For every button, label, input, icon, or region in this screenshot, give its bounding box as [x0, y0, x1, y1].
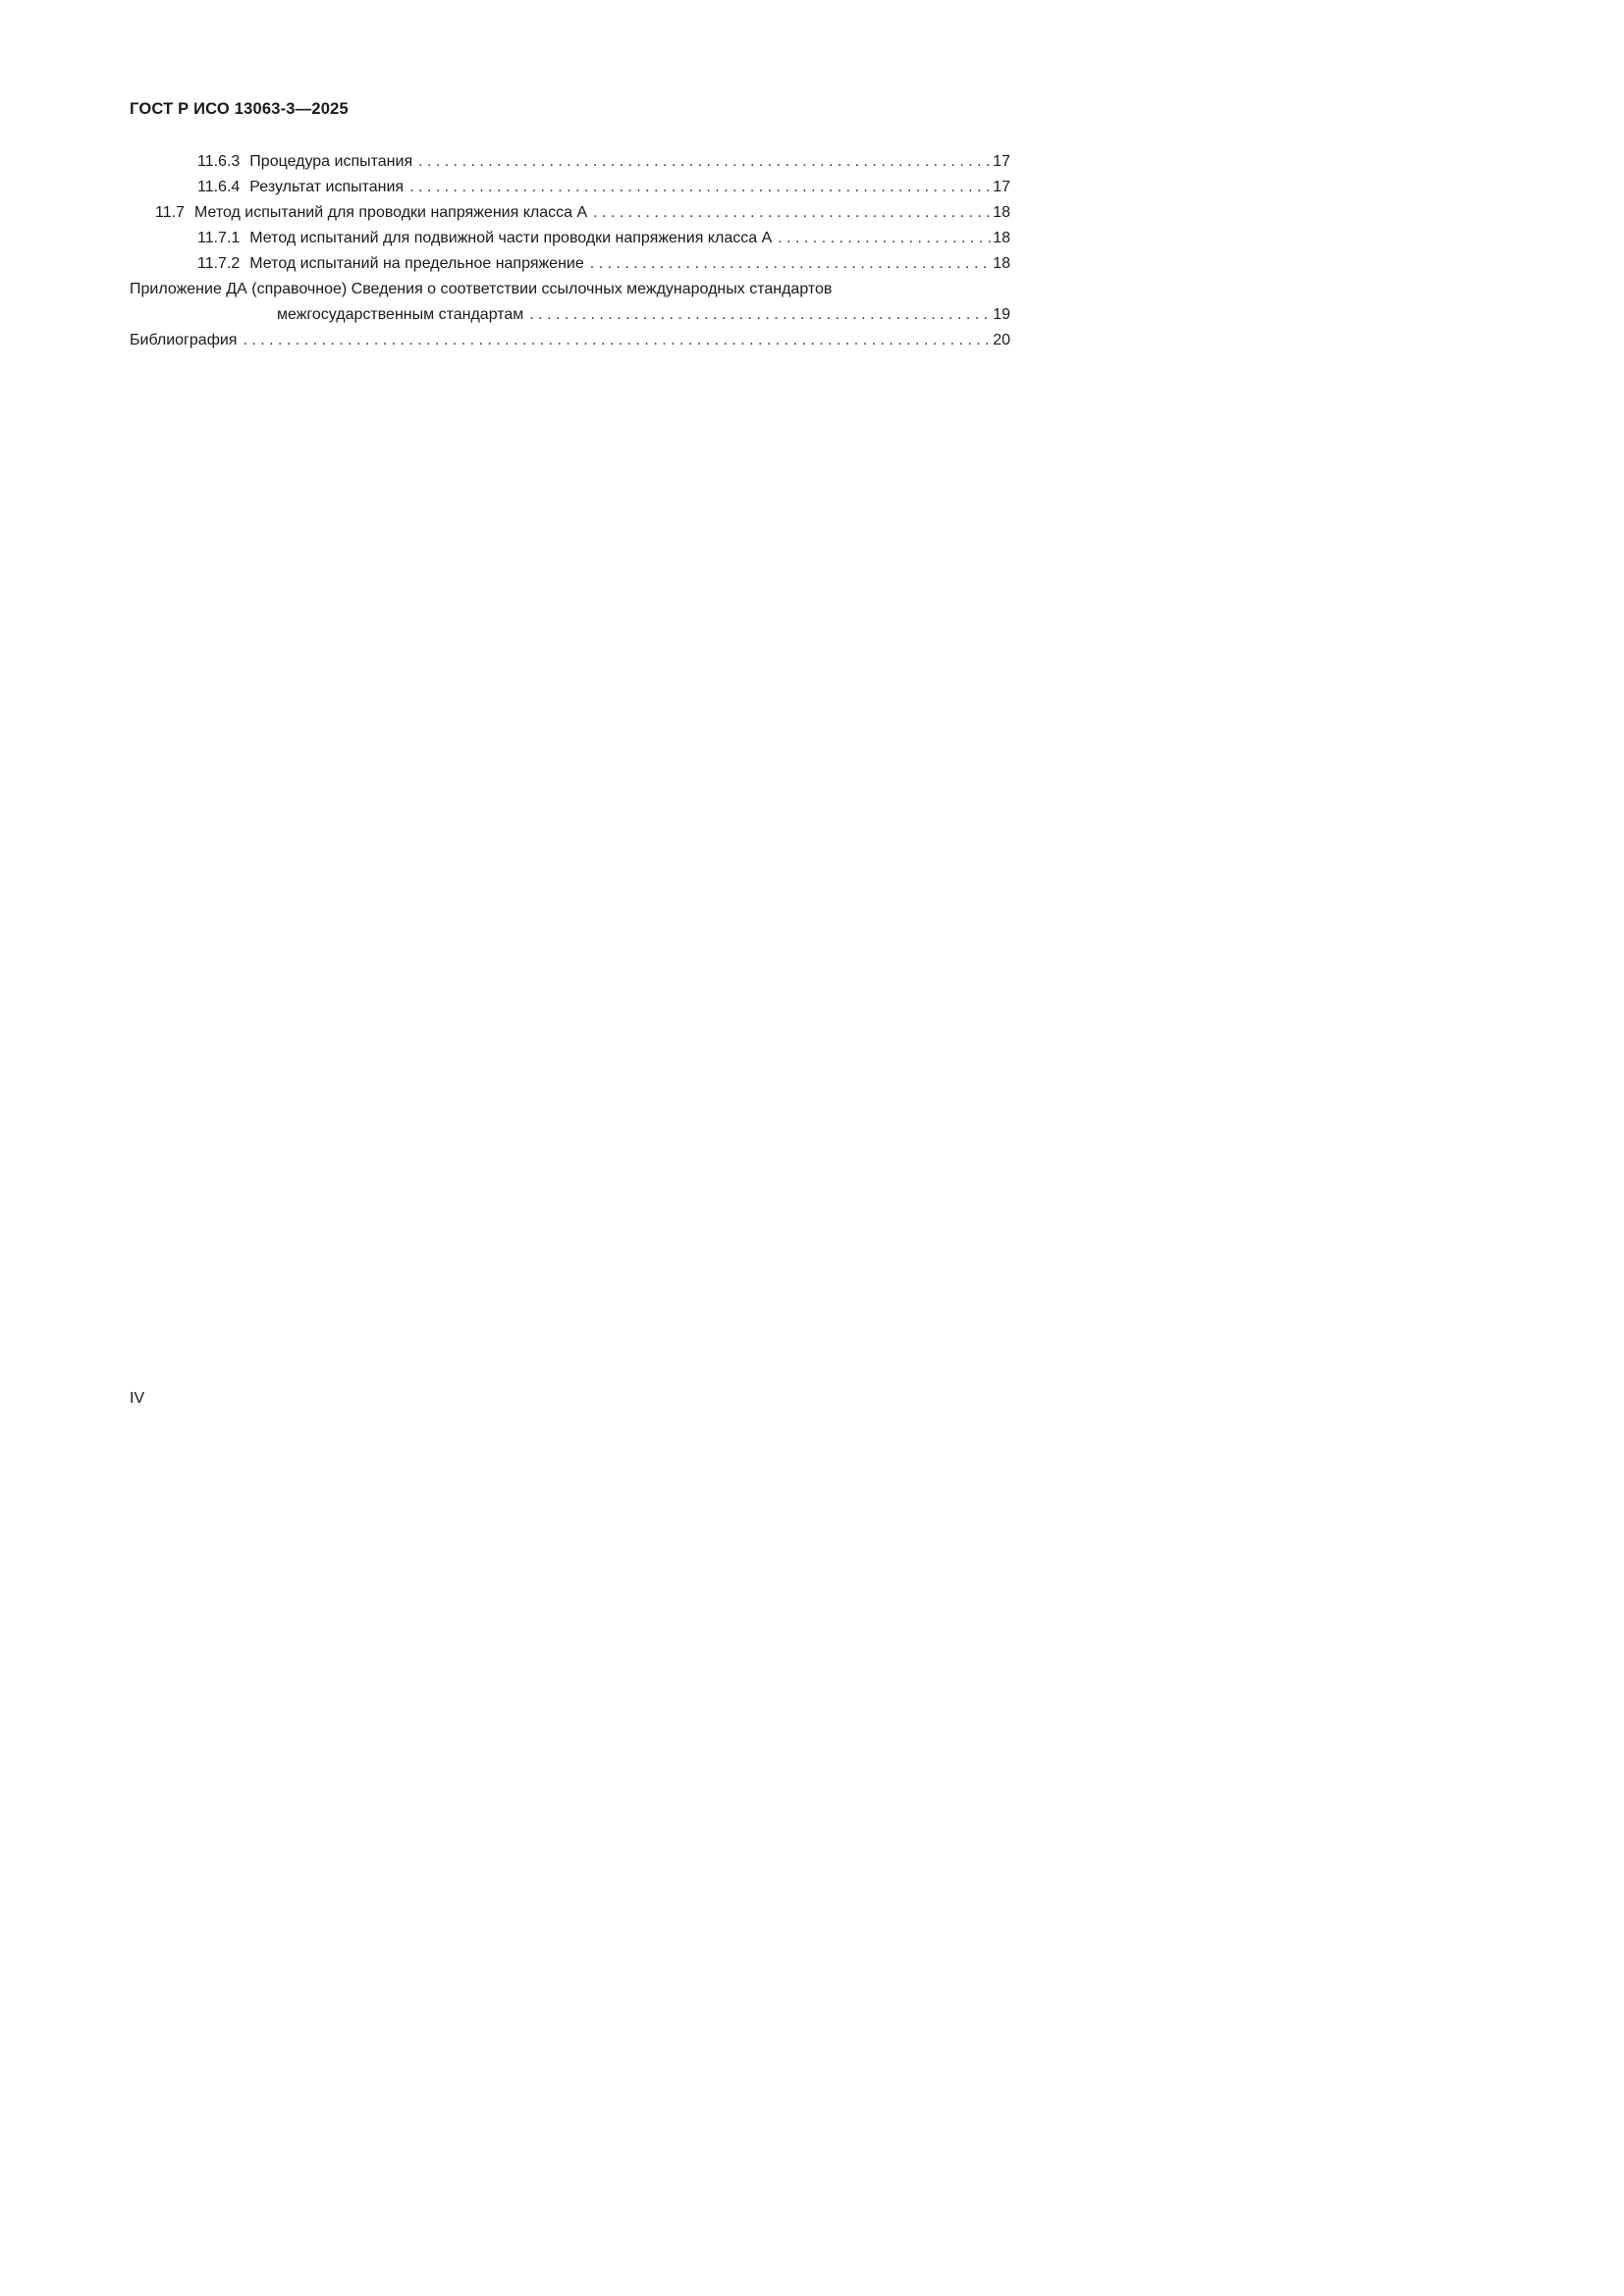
- toc-entry-page: 17: [993, 153, 1010, 170]
- toc-entry-page: 18: [993, 204, 1010, 221]
- toc-entry-11-7-1[interactable]: [130, 226, 1010, 251]
- toc-entry-bibliography[interactable]: [130, 328, 1010, 353]
- table-of-contents: [130, 149, 1010, 353]
- toc-dot-leader: [409, 175, 991, 200]
- toc-entry-page: 18: [993, 230, 1010, 246]
- toc-entry-title: Приложение ДА (справочное) Сведения о соответствии ссылочных международных стандартов: [130, 281, 833, 297]
- page-number: IV: [130, 1390, 145, 1407]
- toc-dot-leader: [418, 149, 991, 175]
- toc-dot-leader: [243, 328, 991, 353]
- toc-entry-page: 20: [993, 332, 1010, 348]
- toc-entry-title: Процедура испытания: [249, 153, 413, 170]
- toc-entry-appendix-da[interactable]: [130, 277, 1010, 302]
- toc-entry-number: 11.6.4: [197, 179, 241, 195]
- toc-entry-title: Метод испытаний на предельное напряжение: [249, 255, 584, 272]
- toc-entry-11-6-3[interactable]: [130, 149, 1010, 175]
- toc-entry-11-6-4[interactable]: [130, 175, 1010, 200]
- toc-entry-title: Метод испытаний для подвижной части проводки напряжения класса А: [249, 230, 773, 246]
- toc-entry-number: 11.7.1: [197, 230, 241, 246]
- toc-entry-appendix-da-continuation[interactable]: [130, 302, 1010, 328]
- toc-dot-leader: [778, 226, 991, 251]
- toc-entry-number: 11.7: [155, 204, 185, 221]
- toc-entry-title: Результат испытания: [249, 179, 405, 195]
- toc-entry-page: 19: [993, 306, 1010, 323]
- toc-dot-leader: [593, 200, 991, 226]
- toc-dot-leader: [529, 302, 991, 328]
- toc-entry-11-7-2[interactable]: [130, 251, 1010, 277]
- toc-entry-number: 11.7.2: [197, 255, 241, 272]
- toc-entry-11-7[interactable]: [130, 200, 1010, 226]
- toc-entry-title: Библиография: [130, 332, 238, 348]
- toc-entry-title: Метод испытаний для проводки напряжения класса А: [193, 204, 588, 221]
- toc-entry-number: 11.6.3: [197, 153, 241, 170]
- toc-entry-title-continuation: межгосударственным стандартам: [277, 306, 524, 323]
- document-header: ГОСТ Р ИСО 13063-3—2025: [130, 100, 349, 118]
- toc-entry-page: 17: [993, 179, 1010, 195]
- toc-entry-page: 18: [993, 255, 1010, 272]
- toc-dot-leader: [590, 251, 991, 277]
